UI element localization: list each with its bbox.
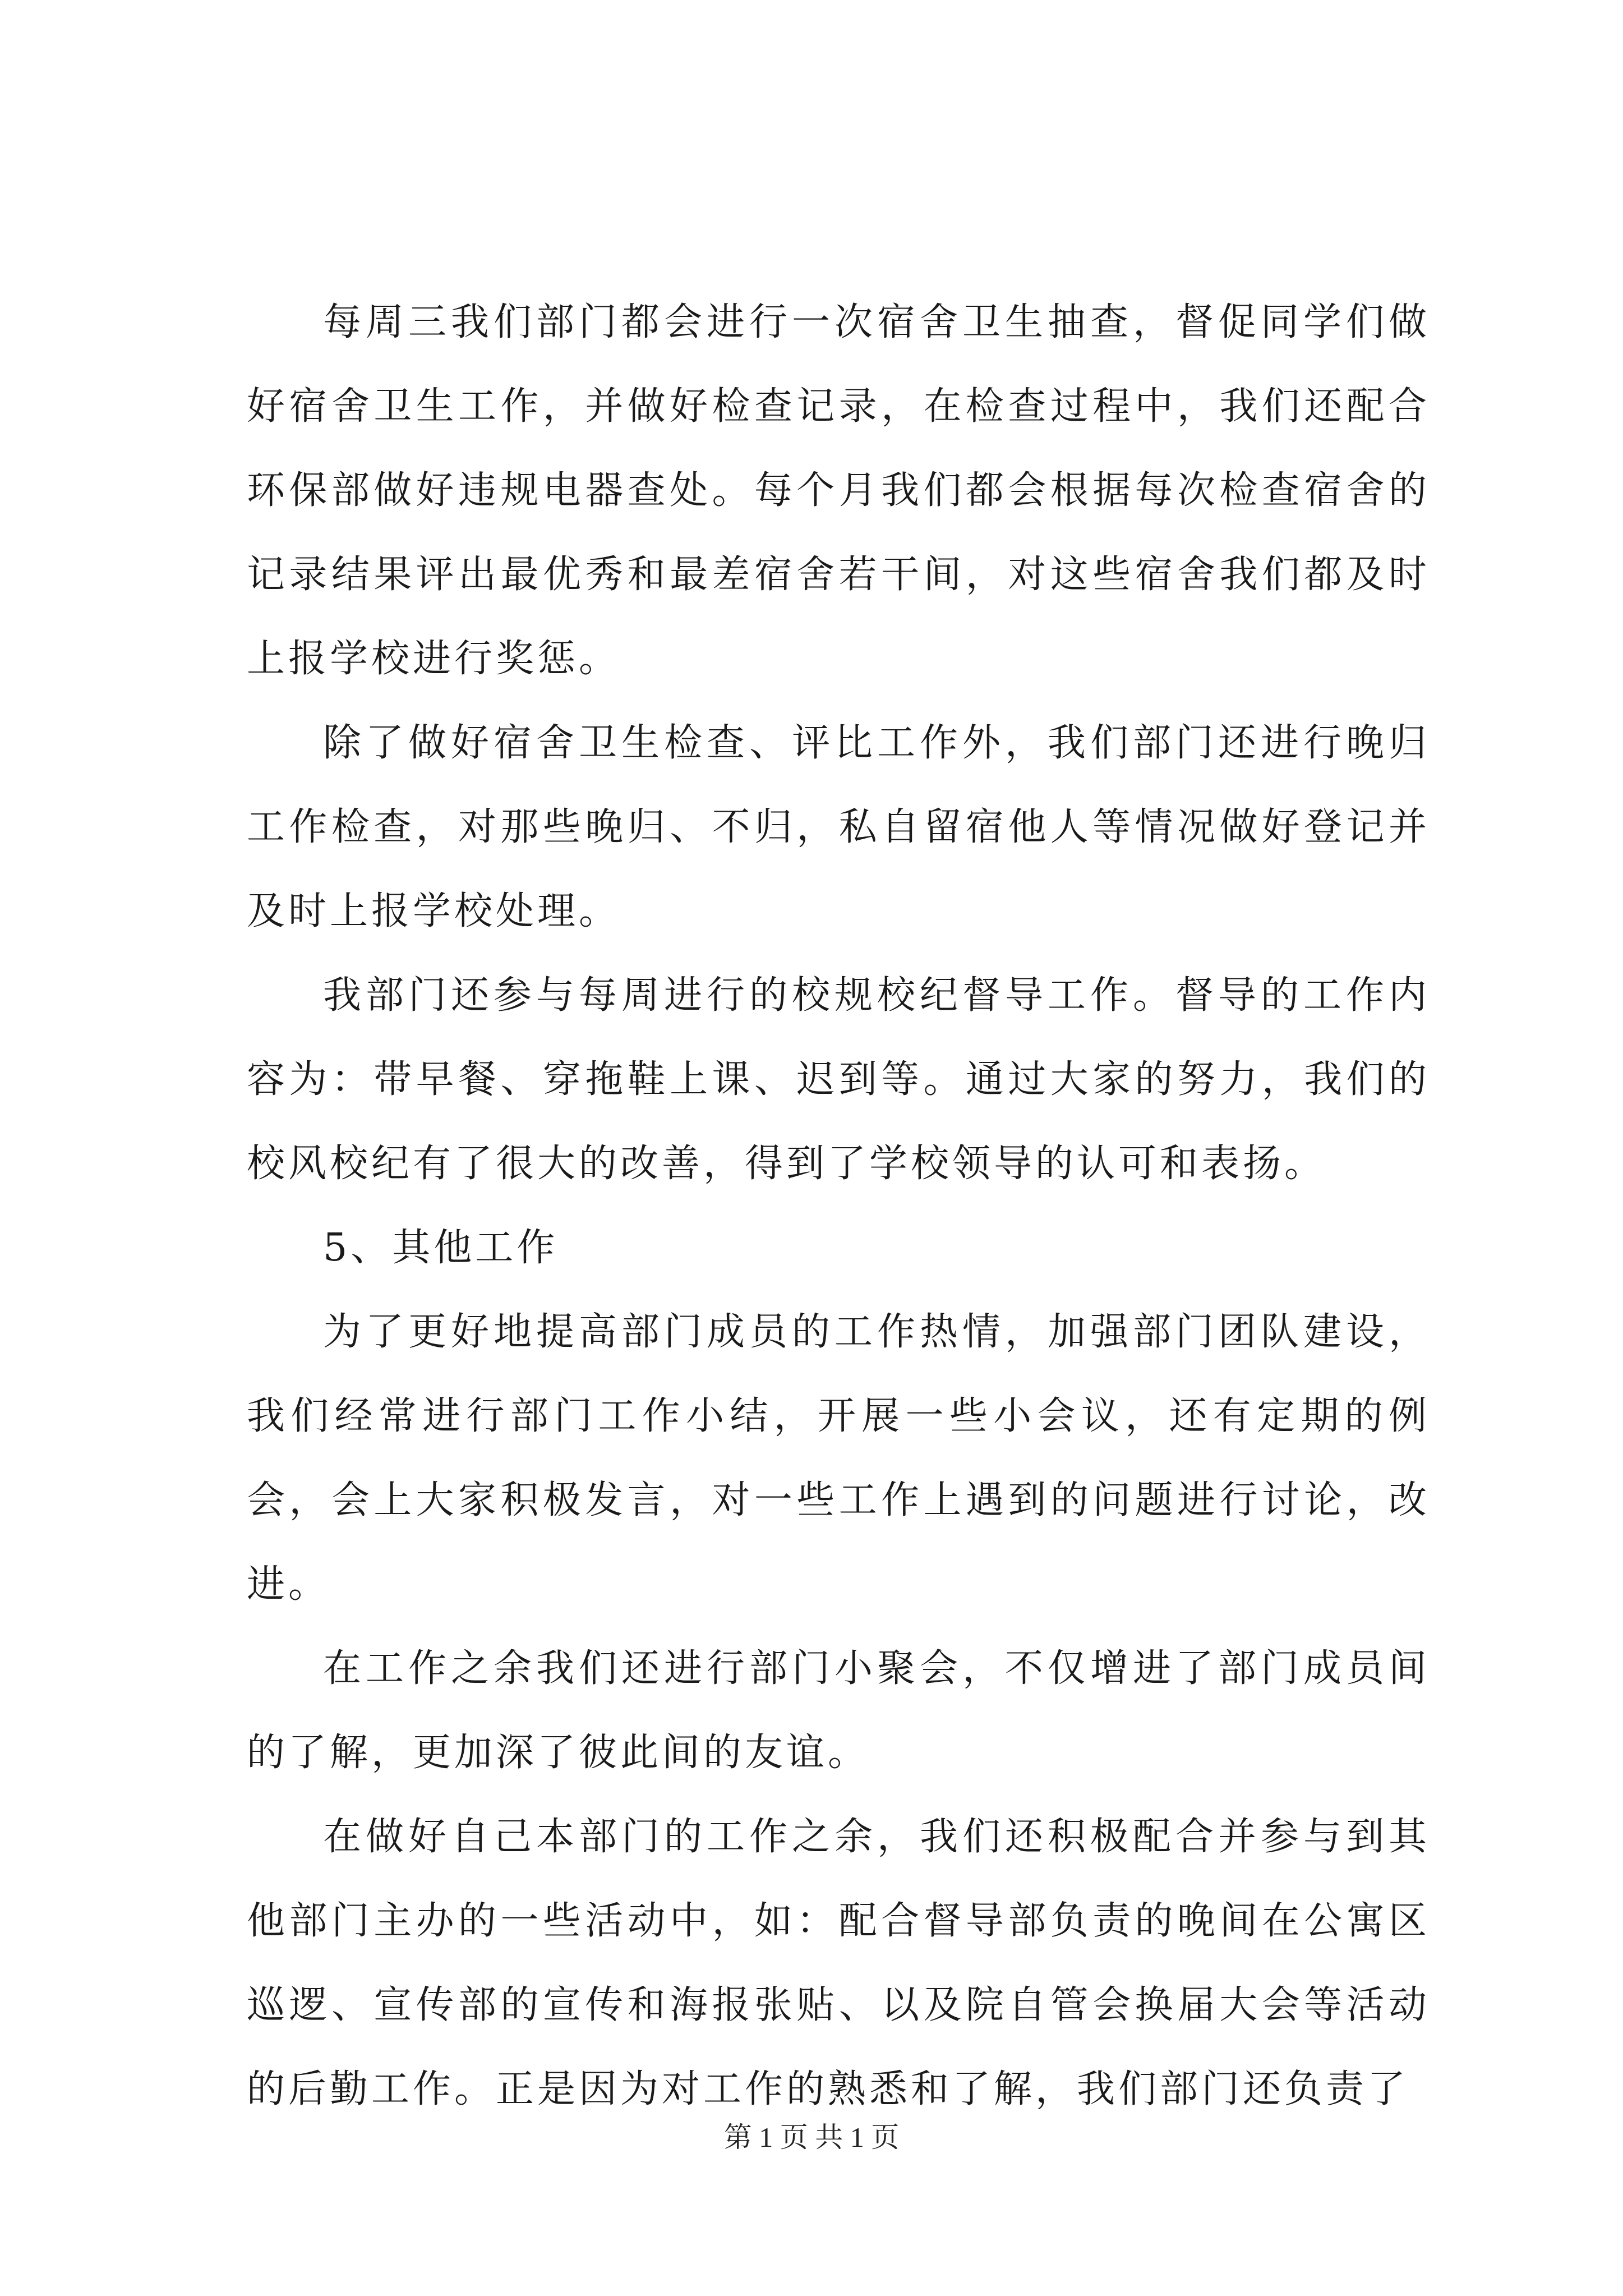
page-number-footer: 第 1 页 共 1 页 xyxy=(723,2122,900,2153)
section-heading-other-work: 5、其他工作 xyxy=(323,1226,559,1270)
paragraph-dorm-inspection: 每周三我们部门都会进行一次宿舍卫生抽查，督促同学们做好宿舍卫生工作，并做好检查记录，在检查过程中，我们还配合环保部做好违规电器查处。每个月我们都会根据每次检查宿舍的记录结果评出最优秀和最差宿舍若干间，对这些宿舍我们都及时上报学校进行奖惩。 xyxy=(247,300,1430,681)
paragraph-cooperation: 在做好自己本部门的工作之余，我们还积极配合并参与到其他部门主办的一些活动中，如：配合督导部负责的晚间在公寓区巡逻、宣传部的宣传和海报张贴、以及院自管会换届大会等活动的后勤工作。正是因为对工作的熟悉和了解，我们部门还负责了 xyxy=(247,1815,1430,2111)
paragraph-gathering: 在工作之余我们还进行部门小聚会，不仅增进了部门成员间的了解，更加深了彼此间的友谊。 xyxy=(247,1646,1430,1775)
paragraph-discipline-supervision: 我部门还参与每周进行的校规校纪督导工作。督导的工作内容为：带早餐、穿拖鞋上课、迟到等。通过大家的努力，我们的校风校纪有了很大的改善，得到了学校领导的认可和表扬。 xyxy=(247,973,1430,1186)
document-body xyxy=(247,280,1430,2132)
paragraph-late-return-check: 除了做好宿舍卫生检查、评比工作外，我们部门还进行晚归工作检查，对那些晚归、不归，私自留宿他人等情况做好登记并及时上报学校处理。 xyxy=(247,721,1430,933)
paragraph-team-building: 为了更好地提高部门成员的工作热情，加强部门团队建设，我们经常进行部门工作小结，开展一些小会议，还有定期的例会，会上大家积极发言，对一些工作上遇到的问题进行讨论，改进。 xyxy=(247,1310,1430,1607)
